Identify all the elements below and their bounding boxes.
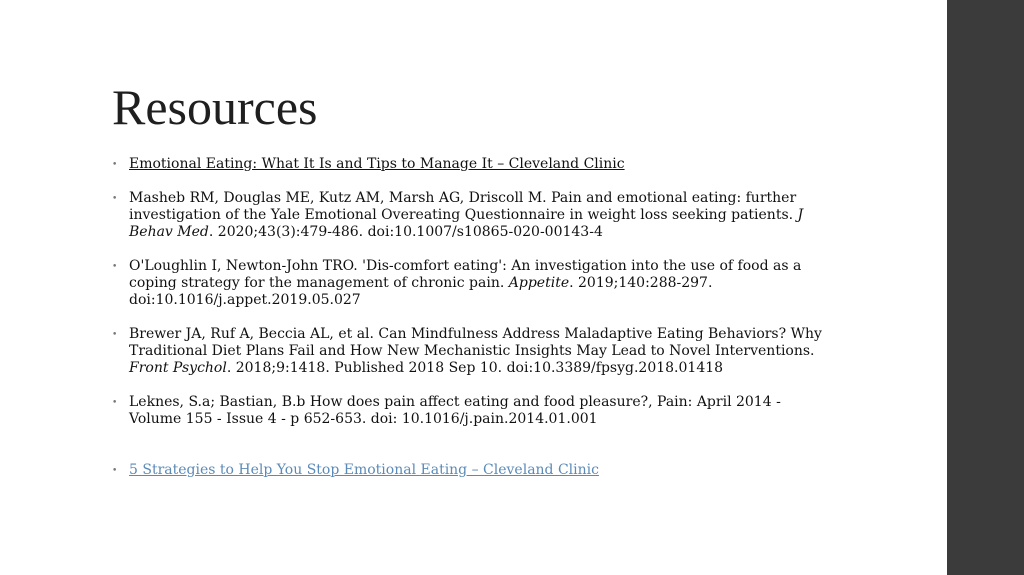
slide-side-bar	[947, 0, 1024, 575]
citation-details: . 2018;9:1418. Published 2018 Sep 10. doi:10.3389/fpsyg.2018.01418	[226, 360, 724, 376]
cleveland-clinic-emotional-eating-link[interactable]: Emotional Eating: What It Is and Tips to Manage It – Cleveland Clinic	[129, 156, 625, 172]
list-item	[112, 190, 832, 241]
cleveland-clinic-strategies-link[interactable]: 5 Strategies to Help You Stop Emotional Eating – Cleveland Clinic	[129, 462, 599, 478]
citation-text: Brewer JA, Ruf A, Beccia AL, et al. Can Mindfulness Address Maladaptive Eating Behaviors? Why Traditional Diet Plans Fail and How New Mechanistic Insights May Lead to Novel Interventions.	[129, 326, 822, 359]
resources-list	[112, 156, 832, 496]
journal-name: Front Psychol	[129, 360, 227, 376]
list-item	[112, 258, 832, 309]
slide-title: Resources	[112, 79, 318, 135]
citation-details: . 2019;140:288-297. doi:10.1016/j.appet.2019.05.027	[129, 275, 713, 308]
citation-details: . 2020;43(3):479-486. doi:10.1007/s10865-020-00143-4	[208, 224, 603, 240]
list-item	[112, 462, 832, 479]
journal-name: Appetite	[508, 275, 570, 291]
list-item	[112, 394, 832, 428]
list-item	[112, 326, 832, 377]
journal-name: J Behav Med	[129, 207, 804, 240]
citation-text: Leknes, S.a; Bastian, B.b How does pain affect eating and food pleasure?, Pain: April 2014 - Volume 155 - Issue 4 - p 652-653. doi: 10.1016/j.pain.2014.01.001	[129, 394, 781, 427]
citation-text: O'Loughlin I, Newton-John TRO. 'Dis-comfort eating': An investigation into the use of food as a coping strategy for the management of chronic pain.	[129, 258, 802, 291]
list-item	[112, 156, 832, 173]
citation-text: Masheb RM, Douglas ME, Kutz AM, Marsh AG, Driscoll M. Pain and emotional eating: further investigation of the Yale Emotional Overeating Questionnaire in weight loss seeking patients.	[129, 190, 798, 223]
